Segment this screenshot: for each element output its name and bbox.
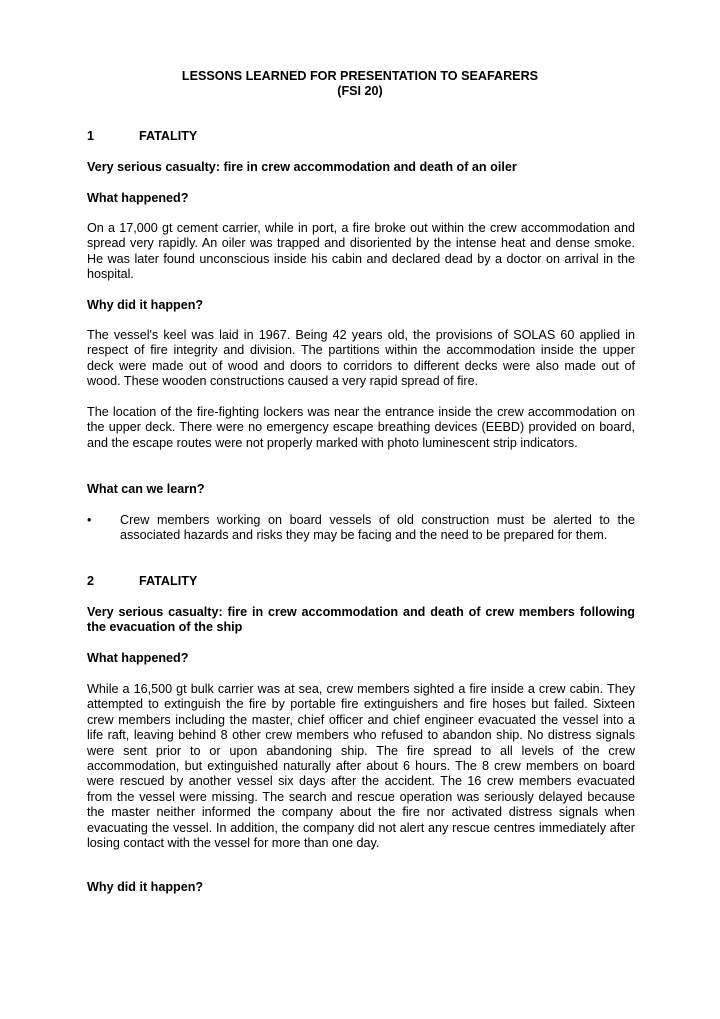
case1-what-happened-heading: What happened? [87, 191, 189, 205]
case1-label: FATALITY [139, 129, 198, 143]
case1-number: 1 [87, 129, 95, 143]
bullet-icon: • [87, 513, 92, 527]
document-subtitle: (FSI 20) [337, 84, 383, 99]
case2-heading [87, 574, 635, 589]
case2-what-happened-heading: What happened? [87, 651, 189, 665]
case1-learn-bullet-item [87, 513, 635, 544]
case1-why-text-1: The vessel's keel was laid in 1967. Being 42 years old, the provisions of SOLAS 60 applied in respect of fire integrity and division. The partitions within the accommodation inside the upper deck were made out of wood and doors to corridors to different decks were also made out of wood. These wooden constructions caused a very rapid spread of fire. [87, 328, 635, 389]
case2-why-heading: Why did it happen? [87, 880, 204, 894]
document-header [0, 69, 720, 100]
case2-title: Very serious casualty: fire in crew accommodation and death of crew members following the evacuation of the ship [87, 605, 635, 635]
case2-label: FATALITY [139, 574, 198, 588]
case2-what-happened-text: While a 16,500 gt bulk carrier was at sea, crew members sighted a fire inside a crew cabin. They attempted to extinguish the fire by portable fire extinguishers and fire hoses but failed. Sixteen crew members including the master, chief officer and chief engineer evacuated the vessel into a life raft, leaving behind 8 other crew members who refused to abandon ship. No distress signals were sent prior to or upon abandoning ship. The fire spread to all levels of the crew accommodation, but extinguished naturally after about 6 hours. The 8 crew members on board were rescued by another vessel six days after the accident. The 16 crew members evacuated from the vessel were missing. The search and rescue operation was seriously delayed because the master neither informed the company about the fire nor activated distress signals when evacuating the vessel. In addition, the company did not alert any rescue centres immediately after losing contact with the vessel for more than one day. [87, 682, 635, 851]
case1-learn-bullet-text: Crew members working on board vessels of old construction must be alerted to the associated hazards and risks they may be facing and the need to be prepared for them. [120, 513, 635, 543]
case1-why-text-2: The location of the fire-fighting lockers was near the entrance inside the crew accommodation on the upper deck. There were no emergency escape breathing devices (EEBD) provided on board, and the escape routes were not properly marked with photo luminescent strip indicators. [87, 405, 635, 450]
case1-what-happened-text: On a 17,000 gt cement carrier, while in port, a fire broke out within the crew accommodation and spread very rapidly. An oiler was trapped and disoriented by the intense heat and dense smoke. He was later found unconscious inside his cabin and declared dead by a doctor on arrival in the hospital. [87, 221, 635, 282]
case1-learn-heading: What can we learn? [87, 482, 205, 496]
case1-why-heading: Why did it happen? [87, 298, 204, 312]
case1-title: Very serious casualty: fire in crew accommodation and death of an oiler [87, 160, 517, 174]
case2-number: 2 [87, 574, 95, 588]
document-title: LESSONS LEARNED FOR PRESENTATION TO SEAFARERS [181, 69, 539, 83]
case1-heading [87, 129, 635, 144]
